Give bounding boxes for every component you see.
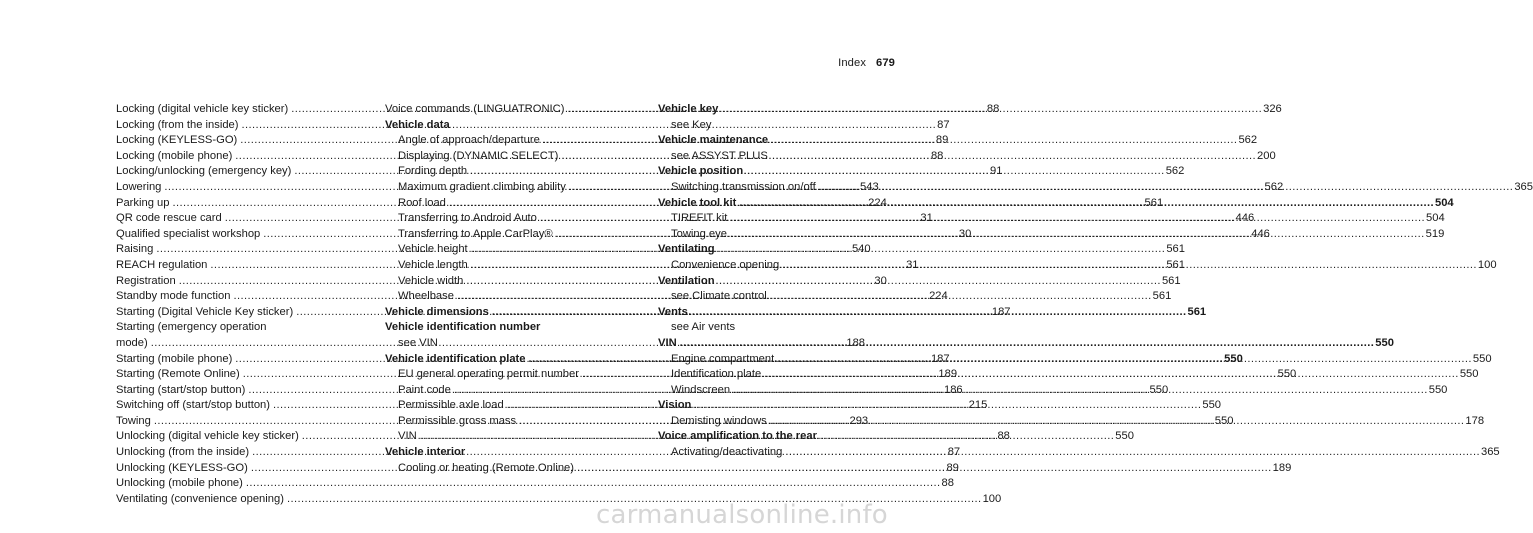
entry-label: Unlocking (digital vehicle key sticker) xyxy=(116,430,299,443)
dot-leader xyxy=(785,445,1480,461)
watermark: carmanualsonline.info xyxy=(596,500,888,530)
page-reference[interactable]: 550 xyxy=(1472,352,1492,365)
index-heading xyxy=(658,429,880,445)
entry-label: QR code rescue card xyxy=(116,212,222,225)
entry-label: Displaying (DYNAMIC SELECT) xyxy=(398,149,559,162)
entry-label: Starting (Remote Online) xyxy=(116,368,240,381)
page-reference[interactable]: 561 xyxy=(1187,305,1207,318)
entry-label: Vehicle identification plate xyxy=(385,352,526,365)
entry-label: EU general operating permit number xyxy=(398,368,579,381)
entry-label: Unlocking (from the inside) xyxy=(116,446,250,459)
page-reference[interactable]: 224 xyxy=(929,290,948,303)
page-reference[interactable]: 189 xyxy=(938,368,958,381)
entry-label: Angle of approach/departure xyxy=(398,134,540,147)
page-reference[interactable]: 561 xyxy=(1152,290,1172,303)
entry-label: Locking/unlocking (emergency key) xyxy=(116,165,292,178)
entry-label: Vehicle key xyxy=(658,103,719,115)
page-reference[interactable]: 187 xyxy=(930,352,950,365)
entry-label: Engine compartment xyxy=(671,352,775,365)
page-reference[interactable]: 550 xyxy=(1115,430,1134,443)
entry-label: Identification plate xyxy=(671,368,762,381)
page-reference[interactable]: 100 xyxy=(982,492,1002,505)
index-heading xyxy=(385,445,614,461)
entry-label: Vehicle width xyxy=(398,274,464,287)
page-reference[interactable]: 87 xyxy=(937,118,950,131)
entry-label: Cooling or heating (Remote Online) xyxy=(398,461,574,474)
entry-label: Locking (KEYLESS-GO) xyxy=(116,134,238,147)
entry-label: Voice amplification to the rear xyxy=(658,430,817,443)
entry-label: Unlocking (mobile phone) xyxy=(116,477,243,490)
index-heading xyxy=(658,133,880,149)
page-header xyxy=(838,57,895,69)
page-reference[interactable]: 326 xyxy=(1263,103,1282,115)
index-entry xyxy=(116,476,954,492)
entry-label: Vehicle dimensions xyxy=(385,305,489,318)
page-reference[interactable]: 293 xyxy=(849,414,869,427)
page-reference[interactable]: 88 xyxy=(997,430,1010,443)
page-reference[interactable]: 561 xyxy=(1144,196,1164,209)
page-reference[interactable]: 31 xyxy=(906,258,919,271)
index-heading xyxy=(658,242,880,258)
page-reference[interactable]: 31 xyxy=(920,212,933,225)
page-reference[interactable]: 504 xyxy=(1434,196,1454,209)
page-reference[interactable]: 100 xyxy=(1477,258,1497,271)
page-reference[interactable]: 88 xyxy=(930,149,944,162)
page-reference[interactable]: 543 xyxy=(860,180,879,193)
entry-label: Ventilation xyxy=(658,274,715,287)
index-entry xyxy=(658,320,880,336)
dot-leader xyxy=(739,196,1434,212)
index-entry xyxy=(658,289,880,305)
page-reference[interactable]: 562 xyxy=(1238,134,1258,147)
page-reference[interactable]: 550 xyxy=(1202,399,1222,412)
entry-label: Vehicle height xyxy=(398,243,468,256)
entry-label: Vehicle tool kit xyxy=(658,196,737,209)
dot-leader xyxy=(730,227,1425,243)
page-reference[interactable]: 186 xyxy=(943,383,963,396)
entry-label: TIREFIT kit xyxy=(671,212,728,225)
dot-leader xyxy=(782,258,1477,274)
index-heading xyxy=(658,164,880,180)
page-reference[interactable]: 504 xyxy=(1426,212,1445,225)
page-reference[interactable]: 189 xyxy=(1272,461,1292,474)
page-reference[interactable]: 562 xyxy=(1165,165,1185,178)
dot-leader xyxy=(730,211,1425,227)
entry-label: see ASSYST PLUS xyxy=(671,149,768,162)
dot-leader xyxy=(543,133,1238,149)
entry-label: Locking (from the inside) xyxy=(116,118,239,131)
entry-label: Transferring to Apple CarPlay® xyxy=(398,227,553,240)
entry-label: Wheelbase xyxy=(398,290,454,303)
page-reference[interactable]: 550 xyxy=(1214,414,1234,427)
page-reference[interactable]: 187 xyxy=(991,305,1011,318)
entry-label: Vents xyxy=(658,305,688,318)
entry-label: Vehicle identification number xyxy=(385,321,541,334)
dot-leader xyxy=(680,336,1375,352)
entry-label: Starting (mobile phone) xyxy=(116,352,233,365)
page-reference[interactable]: 188 xyxy=(846,336,866,349)
dot-leader xyxy=(819,180,1514,196)
dot-leader xyxy=(764,367,1459,383)
index-heading xyxy=(385,118,614,134)
page-reference[interactable]: 550 xyxy=(1277,368,1297,381)
page-reference[interactable]: 550 xyxy=(1149,383,1169,396)
entry-label: Convenience opening xyxy=(671,258,780,271)
index-heading xyxy=(385,320,614,336)
index-entry xyxy=(116,492,1002,508)
page-reference[interactable]: 540 xyxy=(851,243,871,256)
page-reference[interactable]: 550 xyxy=(1375,336,1394,349)
entry-label: REACH regulation xyxy=(116,258,208,271)
page-reference[interactable]: 550 xyxy=(1428,383,1448,396)
page-reference[interactable]: 561 xyxy=(1161,274,1181,287)
page-reference[interactable]: 519 xyxy=(1425,227,1445,240)
dot-leader xyxy=(777,352,1472,368)
entry-label: Vehicle maintenance xyxy=(658,134,769,147)
entry-label: Towing eye xyxy=(671,227,727,240)
index-heading xyxy=(658,398,880,414)
page-reference[interactable]: 561 xyxy=(1166,243,1185,256)
entry-label: Activating/deactivating xyxy=(671,446,783,459)
page-reference[interactable]: 215 xyxy=(968,399,988,412)
page-reference[interactable]: 550 xyxy=(1224,352,1243,365)
index-heading xyxy=(658,274,880,290)
entry-label: Transferring to Android Auto xyxy=(398,212,537,225)
index-entry xyxy=(385,461,1292,477)
dot-leader xyxy=(577,461,1272,477)
entry-label: Registration xyxy=(116,274,176,287)
section-title: Index xyxy=(838,57,867,69)
entry-label: Starting (emergency operation xyxy=(116,321,267,334)
dot-leader xyxy=(733,383,1428,399)
entry-label: Parking up xyxy=(116,196,170,209)
page-reference[interactable]: 561 xyxy=(1166,258,1185,271)
entry-label: Lowering xyxy=(116,180,162,193)
page-reference[interactable]: 446 xyxy=(1235,212,1255,225)
entry-label: see Key xyxy=(671,118,712,131)
page-reference[interactable]: 365 xyxy=(1480,446,1500,459)
index-entry xyxy=(116,320,348,336)
page-reference[interactable]: 178 xyxy=(1465,414,1485,427)
page-reference[interactable]: 30 xyxy=(958,227,972,240)
index-entry xyxy=(385,336,614,352)
page-reference[interactable]: 200 xyxy=(1257,149,1276,162)
page-reference[interactable]: 446 xyxy=(1251,227,1270,240)
page-reference[interactable]: 88 xyxy=(986,103,1000,115)
entry-label: Switching off (start/stop button) xyxy=(116,399,271,412)
entry-label: Fording depth xyxy=(398,165,468,178)
page-reference[interactable]: 562 xyxy=(1264,180,1284,193)
entry-label: Roof load xyxy=(398,196,446,209)
entry-label: Ventilating (convenience opening) xyxy=(116,492,284,505)
page-number: 679 xyxy=(876,57,895,69)
entry-label: Permissible axle load xyxy=(398,399,504,412)
index-entry xyxy=(658,149,880,165)
dot-leader xyxy=(246,476,941,492)
entry-label: Starting (start/stop button) xyxy=(116,383,246,396)
entry-label: VIN xyxy=(398,430,417,443)
entry-label: Demisting windows xyxy=(671,414,767,427)
entry-label: Starting (Digital Vehicle Key sticker) xyxy=(116,305,294,318)
entry-label: Raising xyxy=(116,243,154,256)
index-heading xyxy=(658,336,1394,352)
entry-label: Vision xyxy=(658,399,692,412)
page-reference[interactable]: 30 xyxy=(874,274,887,287)
entry-label: Maximum gradient climbing ability xyxy=(398,180,566,193)
dot-leader xyxy=(770,414,1465,430)
entry-label: Vehicle length xyxy=(398,258,468,271)
entry-label: Vehicle interior xyxy=(385,446,466,459)
entry-label: Unlocking (KEYLESS-GO) xyxy=(116,461,248,474)
entry-label: Switching transmission on/off xyxy=(671,180,816,193)
entry-label: Vehicle data xyxy=(385,118,450,131)
page-reference[interactable]: 224 xyxy=(868,196,887,209)
entry-label: Locking (mobile phone) xyxy=(116,149,233,162)
entry-label: Vehicle position xyxy=(658,165,744,178)
entry-label: Standby mode function xyxy=(116,290,231,303)
index-heading xyxy=(658,102,880,118)
page-reference[interactable]: 88 xyxy=(941,477,954,490)
entry-label: Windscreen xyxy=(671,383,731,396)
page-reference[interactable]: 91 xyxy=(990,165,1003,178)
index-entry xyxy=(658,118,880,134)
entry-label: see VIN xyxy=(398,336,438,349)
page-reference[interactable]: 87 xyxy=(947,446,961,459)
index-heading xyxy=(658,305,880,321)
entry-label: Ventilating xyxy=(658,243,715,256)
entry-label: Towing xyxy=(116,414,151,427)
page-reference[interactable]: 365 xyxy=(1514,180,1533,193)
entry-label: Paint code xyxy=(398,383,451,396)
entry-label: Permissible gross mass xyxy=(398,414,517,427)
page-reference[interactable]: 89 xyxy=(946,461,959,474)
entry-label: Locking (digital vehicle key sticker) xyxy=(116,103,289,115)
entry-label: Voice commands (LINGUATRONIC) xyxy=(385,103,565,115)
entry-label: Qualified specialist workshop xyxy=(116,227,261,240)
page-reference[interactable]: 89 xyxy=(935,134,949,147)
page-reference[interactable]: 550 xyxy=(1459,368,1479,381)
entry-label: see Air vents xyxy=(671,321,736,334)
entry-label: VIN xyxy=(658,336,677,349)
entry-label: see Climate control xyxy=(671,290,767,303)
entry-label: mode) xyxy=(116,336,148,349)
